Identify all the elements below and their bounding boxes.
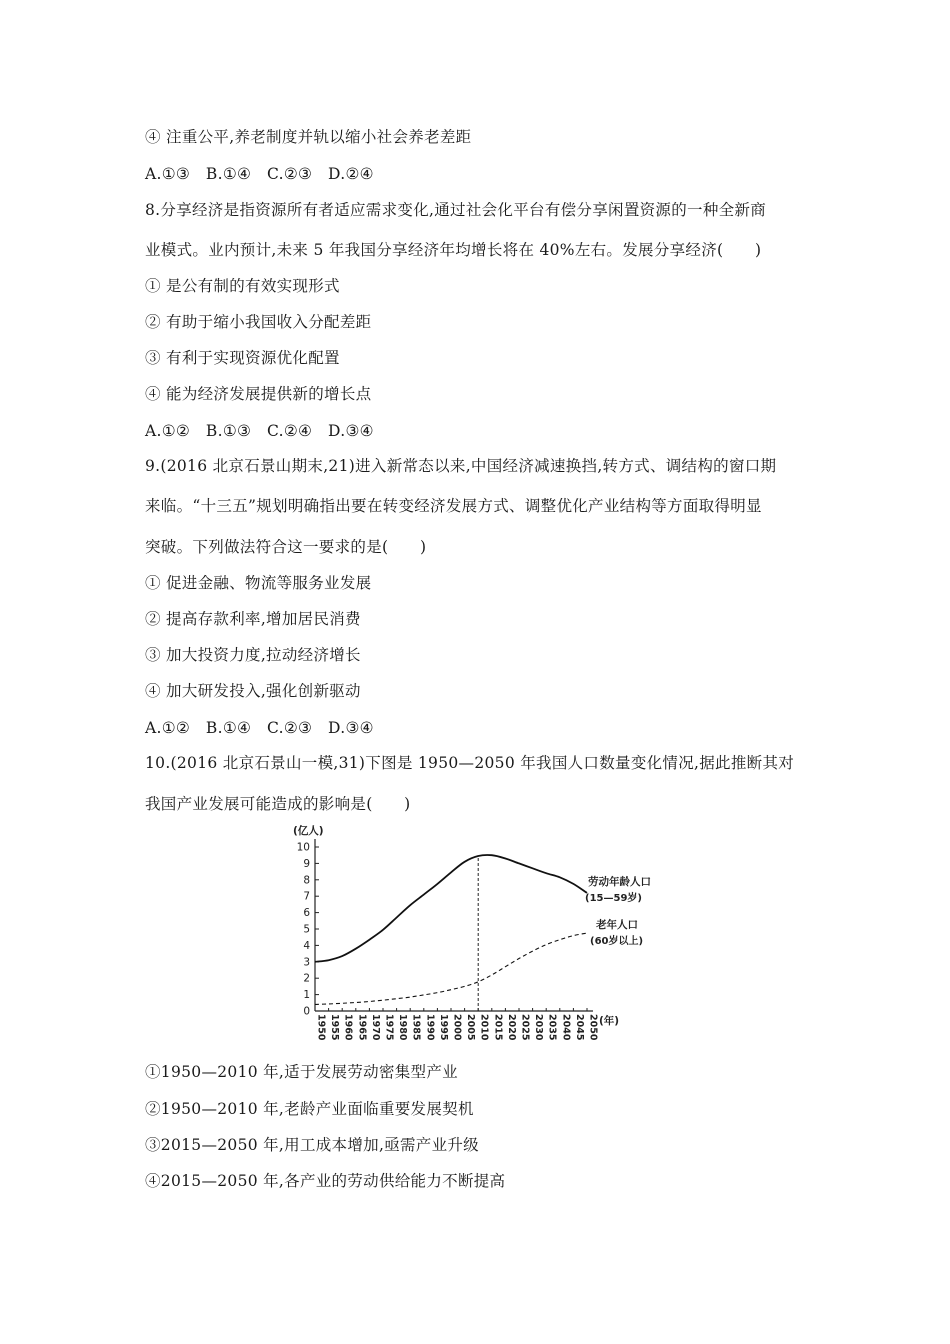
y-tick-label: 7 xyxy=(303,890,310,903)
y-tick-label: 0 xyxy=(303,1005,310,1018)
q8-option-3: ③ 有利于实现资源优化配置 xyxy=(145,349,340,367)
x-tick-label: 2030 xyxy=(533,1014,545,1041)
q10-option-4: ④2015—2050 年,各产业的劳动供给能力不断提高 xyxy=(145,1172,506,1190)
q9-option-4: ④ 加大研发投入,强化创新驱动 xyxy=(145,682,361,700)
q8-option-1: ① 是公有制的有效实现形式 xyxy=(145,277,340,295)
q9-stem-line2: 来临。“十三五”规划明确指出要在转变经济发展方式、调整优化产业结构等方面取得明显 xyxy=(145,497,762,515)
y-axis-label: (亿人) xyxy=(293,825,324,837)
x-tick-label: 1980 xyxy=(397,1014,409,1041)
q10-option-1: ①1950—2010 年,适于发展劳动密集型产业 xyxy=(145,1063,458,1081)
x-axis-label: (年) xyxy=(599,1015,620,1027)
q9-stem-line1: 9.(2016 北京石景山期末,21)进入新常态以来,中国经济减速换挡,转方式、调结构的窗口期 xyxy=(145,457,777,475)
x-tick-label: 1965 xyxy=(356,1014,368,1041)
working-age-population-line xyxy=(315,855,587,962)
y-tick-label: 4 xyxy=(303,939,310,952)
x-tick-label: 2005 xyxy=(465,1014,477,1041)
elderly-population-line xyxy=(315,933,587,1004)
series-label-elderly-range: (60岁以上) xyxy=(590,936,644,947)
y-tick-label: 6 xyxy=(303,907,310,920)
x-tick-label: 2000 xyxy=(451,1014,463,1041)
x-tick-label: 2020 xyxy=(505,1014,517,1041)
q9-answer-choices[interactable]: A.①② B.①④ C.②③ D.③④ xyxy=(145,719,374,737)
q10-option-2: ②1950—2010 年,老龄产业面临重要发展契机 xyxy=(145,1100,474,1118)
x-tick-label: 1960 xyxy=(342,1014,354,1041)
x-tick-label: 1955 xyxy=(329,1014,341,1041)
y-tick-label: 3 xyxy=(303,956,310,969)
series-label-elderly: 老年人口 xyxy=(596,919,638,931)
x-tick-label: 1990 xyxy=(424,1014,436,1041)
x-tick-label: 2045 xyxy=(573,1014,585,1041)
x-tick-label: 1975 xyxy=(383,1014,395,1041)
x-tick-label: 2050 xyxy=(587,1014,599,1041)
x-tick-label: 1970 xyxy=(369,1014,381,1041)
q10-stem-line2: 我国产业发展可能造成的影响是( ) xyxy=(145,795,411,813)
series-label-working-age-range: (15—59岁) xyxy=(585,893,642,904)
q9-option-1: ① 促进金融、物流等服务业发展 xyxy=(145,574,372,592)
q10-stem-line1: 10.(2016 北京石景山一模,31)下图是 1950—2050 年我国人口数量变化情况,据此推断其对 xyxy=(145,754,795,772)
q8-stem-line1: 8.分享经济是指资源所有者适应需求变化,通过社会化平台有偿分享闲置资源的一种全新商 xyxy=(145,201,767,219)
x-tick-label: 2025 xyxy=(519,1014,531,1041)
series-label-working-age: 劳动年龄人口 xyxy=(588,876,651,888)
y-tick-label: 1 xyxy=(303,989,310,1002)
population-chart xyxy=(280,822,651,1052)
q8-option-2: ② 有助于缩小我国收入分配差距 xyxy=(145,313,372,331)
x-tick-label: 1985 xyxy=(410,1014,422,1041)
q9-stem-line3: 突破。下列做法符合这一要求的是( ) xyxy=(145,538,427,556)
prev-option-4: ④ 注重公平,养老制度并轨以缩小社会养老差距 xyxy=(145,128,472,146)
y-tick-label: 10 xyxy=(296,841,310,854)
y-tick-label: 5 xyxy=(303,923,310,936)
x-tick-label: 1995 xyxy=(437,1014,449,1041)
prev-answer-choices[interactable]: A.①③ B.①④ C.②③ D.②④ xyxy=(145,165,374,183)
q9-option-2: ② 提高存款利率,增加居民消费 xyxy=(145,610,361,628)
x-tick-label: 2015 xyxy=(492,1014,504,1041)
q8-stem-line2: 业模式。业内预计,未来 5 年我国分享经济年均增长将在 40%左右。发展分享经济( ) xyxy=(145,241,762,259)
q9-option-3: ③ 加大投资力度,拉动经济增长 xyxy=(145,646,361,664)
q8-option-4: ④ 能为经济发展提供新的增长点 xyxy=(145,385,372,403)
y-tick-label: 8 xyxy=(303,874,310,887)
x-tick-label: 1950 xyxy=(315,1014,327,1041)
x-tick-label: 2010 xyxy=(478,1014,490,1041)
y-tick-label: 9 xyxy=(303,857,310,870)
q8-answer-choices[interactable]: A.①② B.①③ C.②④ D.③④ xyxy=(145,422,374,440)
x-tick-label: 2035 xyxy=(546,1014,558,1041)
q10-option-3: ③2015—2050 年,用工成本增加,亟需产业升级 xyxy=(145,1136,479,1154)
x-tick-label: 2040 xyxy=(560,1014,572,1041)
y-tick-label: 2 xyxy=(303,972,310,985)
